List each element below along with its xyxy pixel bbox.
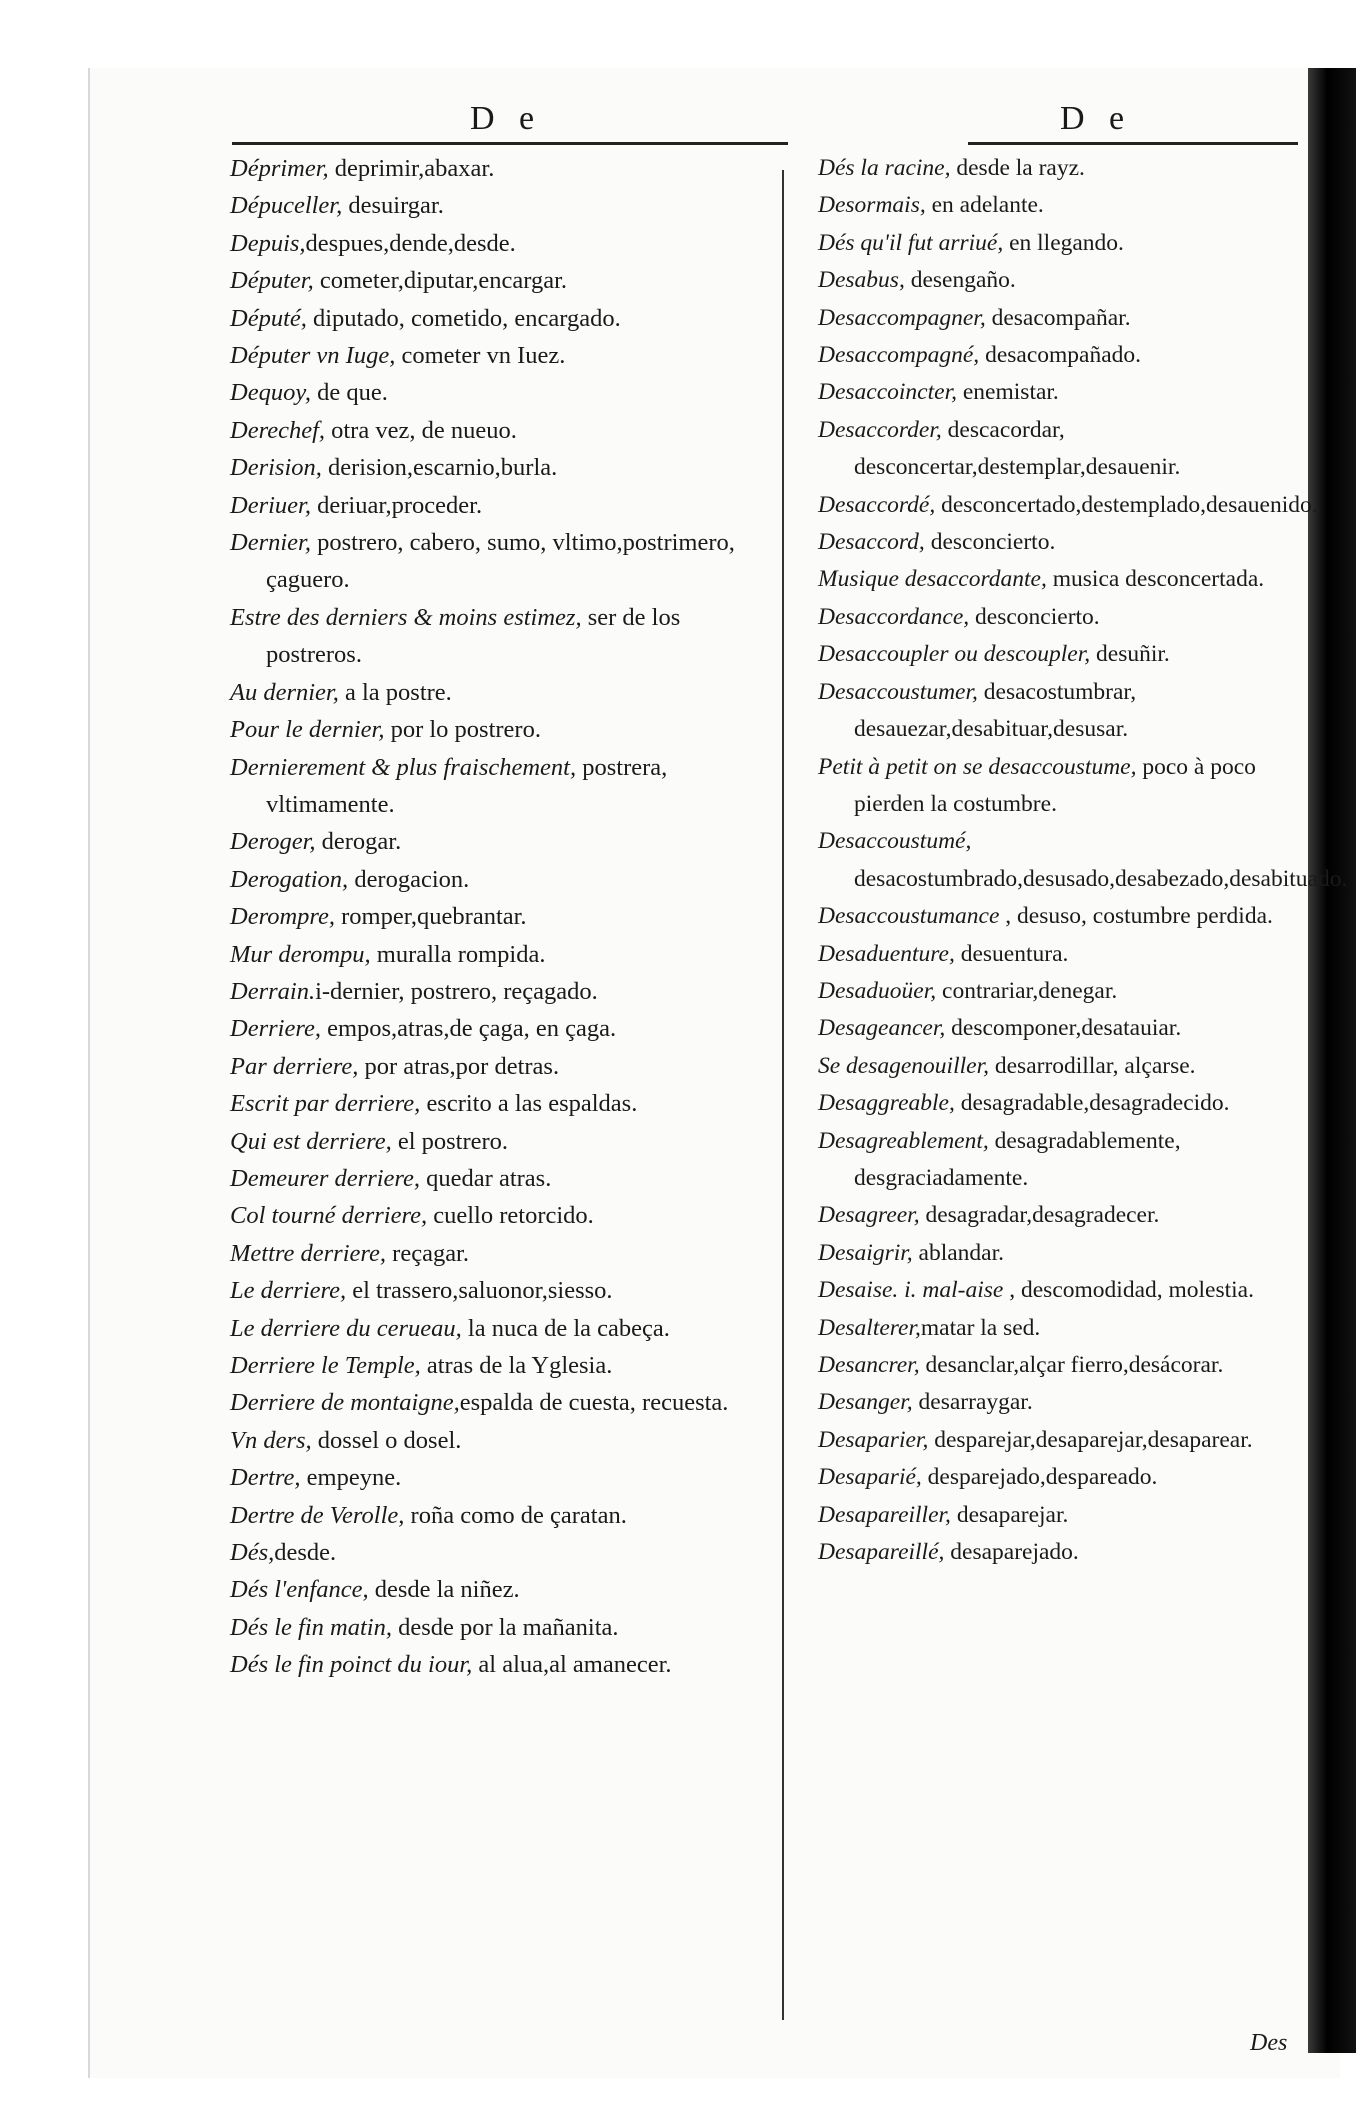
definition: escrito a las espaldas. xyxy=(420,1090,638,1118)
running-head-left: D e xyxy=(470,100,543,137)
dictionary-entry xyxy=(818,1534,1318,1571)
dictionary-entry xyxy=(230,711,775,748)
headword: Demeurer derriere, xyxy=(230,1164,421,1192)
headword: Desaggreable, xyxy=(818,1090,955,1117)
dictionary-entry xyxy=(818,374,1318,411)
dictionary-entry xyxy=(230,1010,775,1047)
headword: Desaccordé, xyxy=(818,491,936,518)
column-divider xyxy=(782,170,784,2020)
dictionary-entry xyxy=(818,561,1318,598)
headword: Desaigrir, xyxy=(818,1239,913,1266)
definition: desde la niñez. xyxy=(368,1576,520,1604)
dictionary-entry xyxy=(818,636,1318,673)
definition: postrera, vltimamente. xyxy=(266,753,668,818)
headword: Dés qu'il fut arriué, xyxy=(818,229,1004,256)
definition: , desuso, costumbre perdida. xyxy=(999,903,1273,930)
definition: desagradable,desagradecido. xyxy=(954,1090,1230,1117)
headword: Desaccompagné, xyxy=(818,342,980,369)
headword: Derrain. xyxy=(230,977,316,1005)
headword: Déprimer, xyxy=(230,155,329,182)
definition: reçagar. xyxy=(386,1239,469,1267)
dictionary-entry xyxy=(230,1459,775,1496)
headword: Depuis, xyxy=(230,229,306,257)
dictionary-entry xyxy=(230,225,775,262)
definition: por atras,por detras. xyxy=(358,1052,560,1080)
definition: ser de los postreros. xyxy=(266,603,681,669)
dictionary-entry xyxy=(818,1384,1318,1421)
dictionary-entry xyxy=(818,973,1318,1010)
headword: Se desagenouiller, xyxy=(818,1052,989,1079)
definition: romper,quebrantar. xyxy=(335,903,527,931)
definition: desanclar,alçar fierro,desácorar. xyxy=(919,1352,1224,1378)
headword: Mur derompu, xyxy=(230,940,371,968)
headword: Desaccoustumance xyxy=(818,903,1000,930)
headword: Deriuer, xyxy=(230,491,311,519)
dictionary-entry xyxy=(230,187,775,224)
headword: Desapareillé, xyxy=(818,1539,945,1566)
definition: derision,escarnio,burla. xyxy=(321,454,558,482)
definition: desconcierto. xyxy=(924,529,1056,556)
headword: Dertre de Verolle, xyxy=(230,1501,405,1529)
definition: desacostumbrado,desusado,desabezado,desabituado. xyxy=(854,865,1348,892)
dictionary-entry xyxy=(818,1085,1318,1122)
dictionary-entry xyxy=(230,374,775,411)
dictionary-entry xyxy=(818,1272,1318,1309)
headword: Dés le fin matin, xyxy=(230,1613,392,1641)
dictionary-entry xyxy=(230,1534,775,1571)
headword: Derriere le Temple, xyxy=(230,1352,421,1379)
dictionary-entry xyxy=(230,1272,775,1309)
definition: desaparejar. xyxy=(950,1501,1069,1528)
definition: roña como de çaratan. xyxy=(404,1501,627,1529)
dictionary-entry xyxy=(818,898,1318,935)
headword: Desalterer, xyxy=(818,1314,921,1341)
definition: ablandar. xyxy=(912,1239,1005,1266)
dictionary-entry xyxy=(230,599,775,674)
running-head-right: D e xyxy=(1060,100,1133,137)
definition: de que. xyxy=(310,379,388,407)
dictionary-entry xyxy=(818,487,1318,524)
definition: desagradablemente, desgraciadamente. xyxy=(854,1127,1181,1191)
headword: Desaduenture, xyxy=(818,940,955,967)
definition: contrariar,denegar. xyxy=(936,977,1118,1004)
header-rule-right xyxy=(968,142,1298,145)
dictionary-entry xyxy=(818,1347,1318,1384)
headword: Vn ders, xyxy=(230,1426,312,1454)
dictionary-entry xyxy=(230,262,775,299)
dictionary-entry xyxy=(230,337,775,374)
dictionary-entry xyxy=(230,449,775,486)
definition: poco à poco pierden la costumbre. xyxy=(854,753,1256,817)
headword: Desageancer, xyxy=(818,1015,946,1042)
dictionary-entry xyxy=(818,1310,1318,1347)
headword: Desagreer, xyxy=(818,1202,920,1229)
definition: empeyne. xyxy=(300,1464,402,1492)
dictionary-entry xyxy=(230,898,775,935)
dictionary-entry xyxy=(230,973,775,1010)
headword: Député, xyxy=(230,304,307,332)
headword: Desaccord, xyxy=(818,529,925,556)
dictionary-entry xyxy=(230,1571,775,1608)
dictionary-entry xyxy=(818,599,1318,636)
headword: Col tourné derriere, xyxy=(230,1202,428,1230)
headword: Desapareiller, xyxy=(818,1501,951,1528)
dictionary-entry xyxy=(230,823,775,860)
definition: diputado, cometido, encargado. xyxy=(306,304,621,332)
headword: Au dernier, xyxy=(230,678,339,706)
dictionary-entry xyxy=(818,337,1318,374)
headword: Deroger, xyxy=(230,828,316,856)
headword: Desaccompagner, xyxy=(818,304,986,331)
definition: desde la rayz. xyxy=(950,155,1085,181)
headword: Dés, xyxy=(230,1539,275,1567)
left-column xyxy=(230,150,775,1684)
headword: Derriere, xyxy=(230,1015,321,1043)
definition: en adelante. xyxy=(925,192,1044,219)
dictionary-entry xyxy=(818,1197,1318,1234)
definition: desacompañado. xyxy=(979,342,1142,369)
catchword: Des xyxy=(1250,2030,1288,2056)
definition: cuello retorcido. xyxy=(427,1202,594,1230)
right-column xyxy=(818,150,1348,1571)
headword: Qui est derriere, xyxy=(230,1127,392,1155)
definition: atras de la Yglesia. xyxy=(420,1352,613,1379)
dictionary-entry xyxy=(230,936,775,973)
headword: Estre des derniers & moins estimez, xyxy=(230,603,582,631)
dictionary-entry xyxy=(230,749,775,824)
dictionary-entry xyxy=(818,187,1318,224)
headword: Le derriere, xyxy=(230,1277,347,1305)
definition: postrero, cabero, sumo, vltimo,postrimero, çaguero. xyxy=(266,529,735,594)
headword: Desaccoustumé, xyxy=(818,828,972,855)
dictionary-entry xyxy=(230,150,775,187)
dictionary-entry xyxy=(230,300,775,337)
headword: Dés l'enfance, xyxy=(230,1576,369,1604)
dictionary-entry xyxy=(230,1347,775,1384)
definition: desuentura. xyxy=(954,940,1069,967)
definition: desacompañar. xyxy=(985,304,1131,331)
headword: Dés le fin poinct du iour, xyxy=(230,1651,473,1679)
headword: Desaduoüer, xyxy=(818,977,937,1004)
definition: a la postre. xyxy=(338,678,452,706)
dictionary-entry xyxy=(230,861,775,898)
dictionary-entry xyxy=(818,674,1318,749)
definition: desarrodillar, alçarse. xyxy=(989,1052,1196,1079)
dictionary-entry xyxy=(818,1010,1318,1047)
headword: Desancrer, xyxy=(818,1352,920,1378)
headword: Par derriere, xyxy=(230,1052,359,1080)
dictionary-entry xyxy=(230,1310,775,1347)
dictionary-entry xyxy=(818,412,1318,487)
header-rule-left xyxy=(232,142,788,145)
definition: desde. xyxy=(274,1539,337,1567)
dictionary-entry xyxy=(230,1160,775,1197)
definition: dossel o dosel. xyxy=(311,1426,462,1454)
dictionary-entry xyxy=(230,1123,775,1160)
definition: desagradar,desagradecer. xyxy=(919,1202,1160,1229)
dictionary-entry xyxy=(230,1085,775,1122)
dictionary-entry xyxy=(818,1048,1318,1085)
definition: , descomodidad, molestia. xyxy=(1003,1277,1254,1304)
dictionary-entry xyxy=(818,262,1318,299)
dictionary-entry xyxy=(818,1235,1318,1272)
headword: Pour le dernier, xyxy=(230,716,385,744)
headword: Derompre, xyxy=(230,903,336,931)
dictionary-entry xyxy=(230,1384,775,1421)
headword: Mettre derriere, xyxy=(230,1239,387,1267)
definition: al alua,al amanecer. xyxy=(472,1651,672,1679)
definition: quedar atras. xyxy=(420,1164,552,1192)
dictionary-entry xyxy=(818,225,1318,262)
dictionary-entry xyxy=(230,1235,775,1272)
definition: deriuar,proceder. xyxy=(310,491,483,519)
definition: el trassero,saluonor,siesso. xyxy=(346,1277,613,1305)
headword: Desaparié, xyxy=(818,1464,922,1491)
dictionary-entry xyxy=(230,1609,775,1646)
headword: Dertre, xyxy=(230,1464,301,1492)
headword: Desaccordance, xyxy=(818,603,970,630)
headword: Desagreablement, xyxy=(818,1127,989,1154)
definition: derogacion. xyxy=(348,865,470,893)
dictionary-entry xyxy=(818,749,1318,824)
dictionary-entry xyxy=(230,412,775,449)
definition: derogar. xyxy=(315,828,402,856)
headword: Derision, xyxy=(230,454,322,482)
definition: cometer vn Iuez. xyxy=(395,342,566,370)
dictionary-entry xyxy=(818,150,1318,187)
definition: otra vez, de nueuo. xyxy=(325,416,517,444)
dictionary-entry xyxy=(818,300,1318,337)
dictionary-entry xyxy=(818,1422,1318,1459)
definition: en llegando. xyxy=(1003,229,1124,256)
definition: deprimir,abaxar. xyxy=(328,155,495,182)
definition: descacordar, desconcertar,destemplar,desauenir. xyxy=(854,416,1181,481)
dictionary-entry xyxy=(230,1497,775,1534)
definition: cometer,diputar,encargar. xyxy=(313,267,568,295)
definition: enemistar. xyxy=(957,379,1059,406)
definition: la nuca de la cabeça. xyxy=(461,1314,670,1342)
headword: Derriere de montaigne, xyxy=(230,1389,460,1417)
headword: Desanger, xyxy=(818,1389,913,1416)
dictionary-entry xyxy=(818,936,1318,973)
dictionary-entry xyxy=(230,487,775,524)
headword: Desabus, xyxy=(818,267,905,294)
headword: Desaccoustumer, xyxy=(818,678,978,705)
headword: Desaccoincter, xyxy=(818,379,957,406)
definition: musica desconcertada. xyxy=(1046,566,1265,593)
dictionary-entry xyxy=(818,1123,1318,1198)
dictionary-entry xyxy=(818,1497,1318,1534)
definition: desparejar,desaparejar,desaparear. xyxy=(928,1426,1253,1453)
dictionary-entry xyxy=(230,1197,775,1234)
definition: desconcertado,destemplado,desauenido. xyxy=(935,491,1318,518)
dictionary-entry xyxy=(230,1048,775,1085)
headword: Derogation, xyxy=(230,865,349,893)
headword: Desormais, xyxy=(818,192,926,219)
definition: desuirgar. xyxy=(342,192,444,220)
headword: Escrit par derriere, xyxy=(230,1090,421,1118)
definition: empos,atras,de çaga, en çaga. xyxy=(320,1015,617,1043)
headword: Musique desaccordante, xyxy=(818,566,1047,593)
definition: espalda de cuesta, recuesta. xyxy=(459,1389,729,1417)
dictionary-entry xyxy=(230,524,775,599)
headword: Desaccoupler ou descoupler, xyxy=(818,641,1091,668)
headword: Petit à petit on se desaccoustume, xyxy=(818,753,1137,780)
dictionary-entry xyxy=(818,1459,1318,1496)
definition: desacostumbrar, desauezar,desabituar,desusar. xyxy=(854,678,1137,743)
headword: Derechef, xyxy=(230,416,325,444)
headword: Le derriere du cerueau, xyxy=(230,1314,462,1342)
headword: Députer, xyxy=(230,267,314,295)
definition: descomponer,desatauiar. xyxy=(945,1015,1182,1042)
definition: desaparejado. xyxy=(944,1539,1079,1566)
headword: Desaparier, xyxy=(818,1426,929,1453)
dictionary-entry xyxy=(230,1646,775,1683)
definition: desparejado,despareado. xyxy=(921,1464,1158,1491)
headword: Députer vn Iuge, xyxy=(230,342,396,370)
headword: Dépuceller, xyxy=(230,192,343,220)
dictionary-entry xyxy=(230,674,775,711)
headword: Dequoy, xyxy=(230,379,311,407)
dictionary-entry xyxy=(818,524,1318,561)
definition: desuñir. xyxy=(1090,641,1170,668)
definition: desarraygar. xyxy=(912,1389,1033,1416)
headword: Dernier, xyxy=(230,529,311,557)
definition: i-dernier, postrero, reçagado. xyxy=(315,977,598,1005)
definition: por lo postrero. xyxy=(384,716,541,744)
definition: el postrero. xyxy=(391,1127,509,1155)
definition: muralla rompida. xyxy=(370,940,546,968)
headword: Dernierement & plus fraischement, xyxy=(230,753,577,781)
definition: despues,dende,desde. xyxy=(305,229,516,257)
definition: desconcierto. xyxy=(969,603,1100,630)
dictionary-entry xyxy=(230,1422,775,1459)
headword: Desaccorder, xyxy=(818,416,942,443)
definition: desengaño. xyxy=(904,267,1016,294)
definition: desde por la mañanita. xyxy=(391,1613,619,1641)
headword: Desaise. i. mal-aise xyxy=(818,1277,1004,1304)
dictionary-entry xyxy=(818,823,1348,898)
headword: Dés la racine, xyxy=(818,155,951,181)
definition: matar la sed. xyxy=(920,1314,1041,1341)
